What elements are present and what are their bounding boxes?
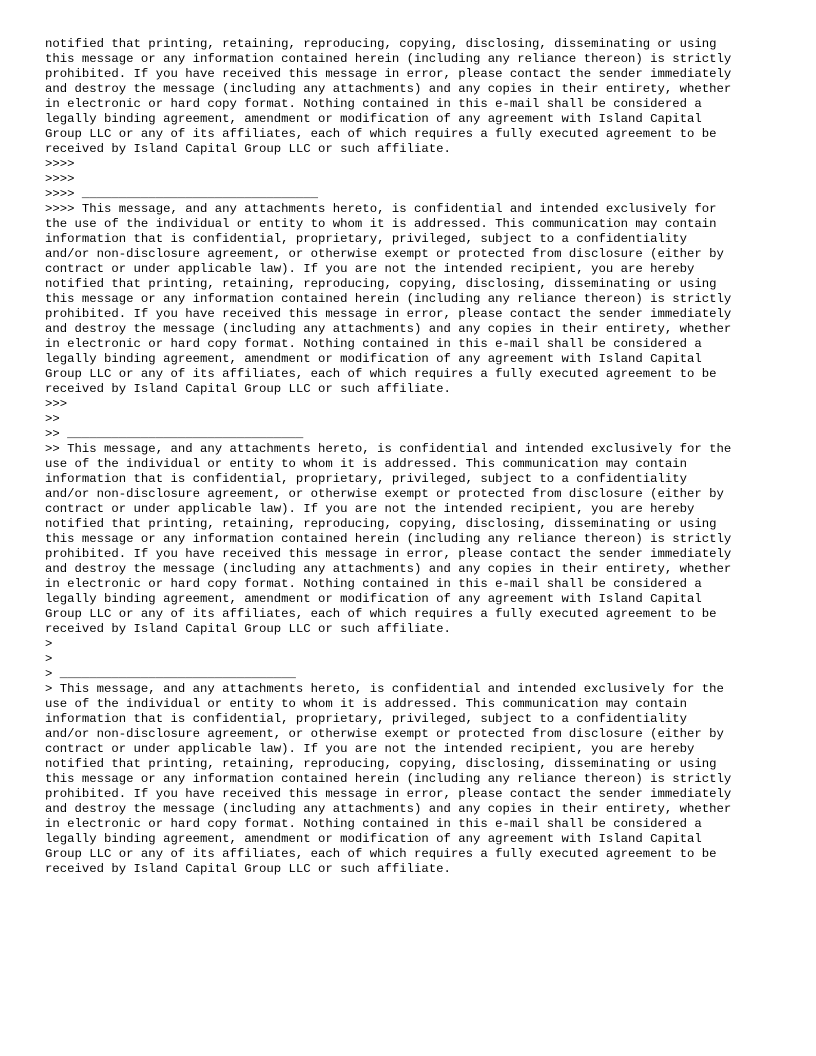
- text-line: prohibited. If you have received this message in error, please contact the sender immediately: [45, 787, 732, 801]
- text-line: information that is confidential, proprietary, privileged, subject to a confidentiality: [45, 712, 688, 726]
- text-line: this message or any information contained herein (including any reliance thereon) is strictly: [45, 532, 732, 546]
- text-line: received by Island Capital Group LLC or such affiliate.: [45, 382, 451, 396]
- text-line: legally binding agreement, amendment or modification of any agreement with Island Capital: [45, 832, 702, 846]
- text-line: received by Island Capital Group LLC or such affiliate.: [45, 862, 451, 876]
- text-line: prohibited. If you have received this message in error, please contact the sender immediately: [45, 67, 732, 81]
- text-line: received by Island Capital Group LLC or such affiliate.: [45, 142, 451, 156]
- text-line: >> This message, and any attachments hereto, is confidential and intended exclusively for the: [45, 442, 732, 456]
- text-line: contract or under applicable law). If you are not the intended recipient, you are hereby: [45, 742, 695, 756]
- text-line: Group LLC or any of its affiliates, each of which requires a fully executed agreement to be: [45, 367, 717, 381]
- text-line: and/or non-disclosure agreement, or otherwise exempt or protected from disclosure (either by: [45, 727, 724, 741]
- text-line: use of the individual or entity to whom it is addressed. This communication may contain: [45, 457, 688, 471]
- text-line: this message or any information contained herein (including any reliance thereon) is strictly: [45, 772, 732, 786]
- text-line: in electronic or hard copy format. Nothing contained in this e-mail shall be considered a: [45, 97, 702, 111]
- text-line: and/or non-disclosure agreement, or otherwise exempt or protected from disclosure (either by: [45, 247, 724, 261]
- text-line: this message or any information contained herein (including any reliance thereon) is strictly: [45, 52, 732, 66]
- text-line: >>>: [45, 397, 68, 411]
- text-line: notified that printing, retaining, reproducing, copying, disclosing, disseminating or using: [45, 517, 717, 531]
- email-body-text: [45, 37, 785, 877]
- text-line: information that is confidential, proprietary, privileged, subject to a confidentiality: [45, 232, 688, 246]
- text-line: >> ________________________________: [45, 427, 304, 441]
- text-line: notified that printing, retaining, reproducing, copying, disclosing, disseminating or using: [45, 277, 717, 291]
- text-line: prohibited. If you have received this message in error, please contact the sender immediately: [45, 547, 732, 561]
- text-line: contract or under applicable law). If you are not the intended recipient, you are hereby: [45, 502, 695, 516]
- text-line: legally binding agreement, amendment or modification of any agreement with Island Capital: [45, 592, 702, 606]
- text-line: > ________________________________: [45, 667, 296, 681]
- text-line: in electronic or hard copy format. Nothing contained in this e-mail shall be considered a: [45, 577, 702, 591]
- text-line: notified that printing, retaining, reproducing, copying, disclosing, disseminating or using: [45, 37, 717, 51]
- text-line: >: [45, 652, 53, 666]
- text-line: in electronic or hard copy format. Nothing contained in this e-mail shall be considered a: [45, 817, 702, 831]
- text-line: Group LLC or any of its affiliates, each of which requires a fully executed agreement to be: [45, 607, 717, 621]
- text-line: use of the individual or entity to whom it is addressed. This communication may contain: [45, 697, 688, 711]
- text-line: and destroy the message (including any attachments) and any copies in their entirety, whether: [45, 82, 732, 96]
- text-line: >>>>: [45, 172, 75, 186]
- text-line: and/or non-disclosure agreement, or otherwise exempt or protected from disclosure (either by: [45, 487, 724, 501]
- text-line: legally binding agreement, amendment or modification of any agreement with Island Capital: [45, 112, 702, 126]
- text-line: >>>> This message, and any attachments hereto, is confidential and intended exclusively for: [45, 202, 717, 216]
- text-line: Group LLC or any of its affiliates, each of which requires a fully executed agreement to be: [45, 847, 717, 861]
- text-line: the use of the individual or entity to whom it is addressed. This communication may contain: [45, 217, 717, 231]
- text-line: > This message, and any attachments hereto, is confidential and intended exclusively for the: [45, 682, 724, 696]
- text-line: prohibited. If you have received this message in error, please contact the sender immediately: [45, 307, 732, 321]
- text-line: received by Island Capital Group LLC or such affiliate.: [45, 622, 451, 636]
- text-line: in electronic or hard copy format. Nothing contained in this e-mail shall be considered a: [45, 337, 702, 351]
- text-line: this message or any information contained herein (including any reliance thereon) is strictly: [45, 292, 732, 306]
- text-line: and destroy the message (including any attachments) and any copies in their entirety, whether: [45, 802, 732, 816]
- text-line: Group LLC or any of its affiliates, each of which requires a fully executed agreement to be: [45, 127, 717, 141]
- text-line: >>>>: [45, 157, 75, 171]
- text-line: and destroy the message (including any attachments) and any copies in their entirety, whether: [45, 562, 732, 576]
- text-line: >: [45, 637, 53, 651]
- text-line: notified that printing, retaining, reproducing, copying, disclosing, disseminating or using: [45, 757, 717, 771]
- text-line: information that is confidential, proprietary, privileged, subject to a confidentiality: [45, 472, 688, 486]
- text-line: >>: [45, 412, 60, 426]
- text-line: >>>> ________________________________: [45, 187, 319, 201]
- text-line: legally binding agreement, amendment or modification of any agreement with Island Capital: [45, 352, 702, 366]
- text-line: and destroy the message (including any attachments) and any copies in their entirety, whether: [45, 322, 732, 336]
- text-line: contract or under applicable law). If you are not the intended recipient, you are hereby: [45, 262, 695, 276]
